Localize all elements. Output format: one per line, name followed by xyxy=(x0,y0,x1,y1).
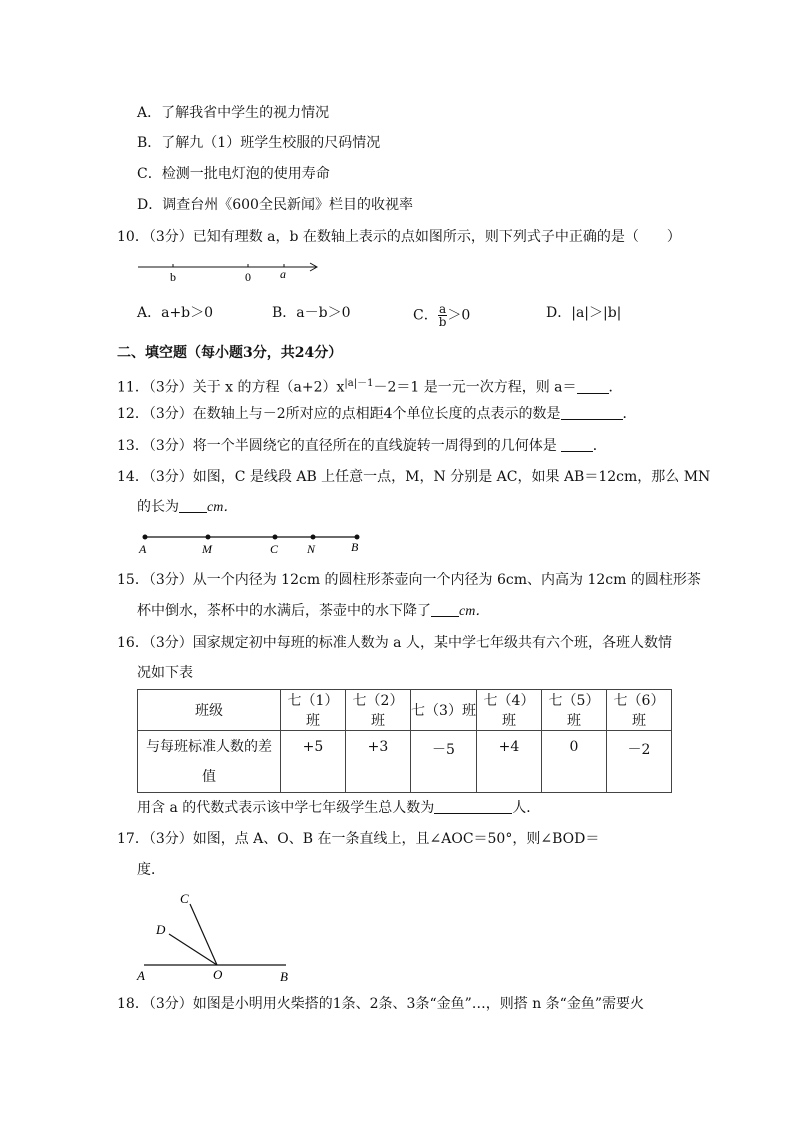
q9-option-b: B．了解九（1）班学生校服的尺码情况 xyxy=(137,135,381,151)
point-label-o: O xyxy=(213,967,223,982)
q11-exponent: |a|－1 xyxy=(344,378,374,389)
table-cell: +3 xyxy=(346,731,411,793)
point-label-m: M xyxy=(202,542,212,556)
answer-blank xyxy=(561,405,623,420)
answer-blank xyxy=(179,498,207,513)
table-cell: 班级 xyxy=(138,690,281,731)
table-header-row xyxy=(138,690,672,731)
point-label-d: D xyxy=(156,922,166,937)
fraction-a-over-b: $\frac{a}{b}$ xyxy=(438,302,447,329)
q14-segment-figure xyxy=(136,529,372,557)
answer-blank xyxy=(561,437,593,452)
q18-line1: 18．（3分）如图是小明用火柴搭的1条、2条、3条“金鱼”…，则搭 n 条“金鱼”需要火 xyxy=(117,996,644,1012)
q13: 13．（3分）将一个半圆绕它的直径所在的直线旋转一周得到的几何体是 ． xyxy=(117,438,607,454)
table-cell: 七（3）班 xyxy=(411,690,477,731)
q9-option-d: D．调查台州《600全民新闻》栏目的收视率 xyxy=(137,197,413,213)
table-row xyxy=(138,731,672,793)
point-label-c: C xyxy=(180,891,189,906)
point-label-b: B xyxy=(351,540,359,554)
table-cell: 七（4）班 xyxy=(477,690,542,731)
answer-blank xyxy=(431,602,459,617)
table-cell: －2 xyxy=(607,731,672,793)
table-cell: 七（2）班 xyxy=(346,690,411,731)
answer-blank xyxy=(577,379,609,394)
q10-option-c: C． $\frac{a}{b}$ ＞0 xyxy=(413,302,471,329)
table-cell: 0 xyxy=(542,731,607,793)
q17-line2: 度． xyxy=(137,862,165,878)
table-cell: 七（6）班 xyxy=(607,690,672,731)
q10-option-a: A．a+b＞0 xyxy=(137,305,214,321)
point-label-c: C xyxy=(270,542,279,556)
q12: 12．（3分）在数轴上与－2所对应的点相距4个单位长度的点表示的数是 ． xyxy=(117,406,637,422)
q10-number-line xyxy=(130,258,330,284)
point-label-a: A xyxy=(139,542,147,556)
axis-label-a: a xyxy=(280,267,286,281)
q17-line1: 17．（3分）如图，点 A、O、B 在一条直线上，且∠AOC＝50°，则∠BOD＝ xyxy=(117,831,600,847)
point-label-a: A xyxy=(137,968,145,983)
q15-line1: 15．（3分）从一个内径为 12cm 的圆柱形茶壶向一个内径为 6cm、内高为 12cm 的圆柱形茶 xyxy=(117,572,701,588)
q10-option-b: B．a－b＞0 xyxy=(272,305,351,321)
answer-blank xyxy=(434,799,512,814)
table-cell: +5 xyxy=(281,731,346,793)
q11: 11．（3分）关于 x 的方程$(a+2)x^{|a|-1}-2=1$ 是一元一次方程，则 a＝ ． xyxy=(117,378,623,396)
table-cell: －5 xyxy=(411,731,477,793)
table-cell: 与每班标准人数的差 值 xyxy=(138,731,281,793)
q16-line2: 况如下表 xyxy=(137,665,193,681)
q17-angle-figure xyxy=(134,886,304,986)
point-label-b: B xyxy=(280,969,288,984)
q16-line1: 16．（3分）国家规定初中每班的标准人数为 a 人，某中学七年级共有六个班，各班人数情 xyxy=(117,635,672,651)
q10-option-d: D．|a|＞|b| xyxy=(546,305,622,321)
point-label-n: N xyxy=(307,542,316,556)
q15-line2: 杯中倒水，茶杯中的水满后，茶壶中的水下降了 cm． xyxy=(137,603,490,619)
axis-label-b: b xyxy=(170,270,176,284)
section-title: 二、填空题（每小题3分，共24分） xyxy=(117,345,343,361)
q9-option-c: C．检测一批电灯泡的使用寿命 xyxy=(137,166,330,182)
table-cell: 七（1）班 xyxy=(281,690,346,731)
q9-option-a: A．了解我省中学生的视力情况 xyxy=(137,105,330,121)
q10-stem: 10．（3分）已知有理数 a，b 在数轴上表示的点如图所示，则下列式子中正确的是（ ） xyxy=(117,229,681,245)
q16-after-table: 用含 a 的代数式表示该中学七年级学生总人数为 人． xyxy=(137,800,541,816)
q14-line2: 的长为 cm． xyxy=(137,499,238,515)
class-difference-table xyxy=(137,689,672,793)
q14-line1: 14．（3分）如图，C 是线段 AB 上任意一点，M，N 分别是 AC，如果 AB＝12cm，那么 MN xyxy=(117,469,711,485)
table-cell: +4 xyxy=(477,731,542,793)
table-cell: 七（5）班 xyxy=(542,690,607,731)
axis-label-0: 0 xyxy=(245,270,251,284)
